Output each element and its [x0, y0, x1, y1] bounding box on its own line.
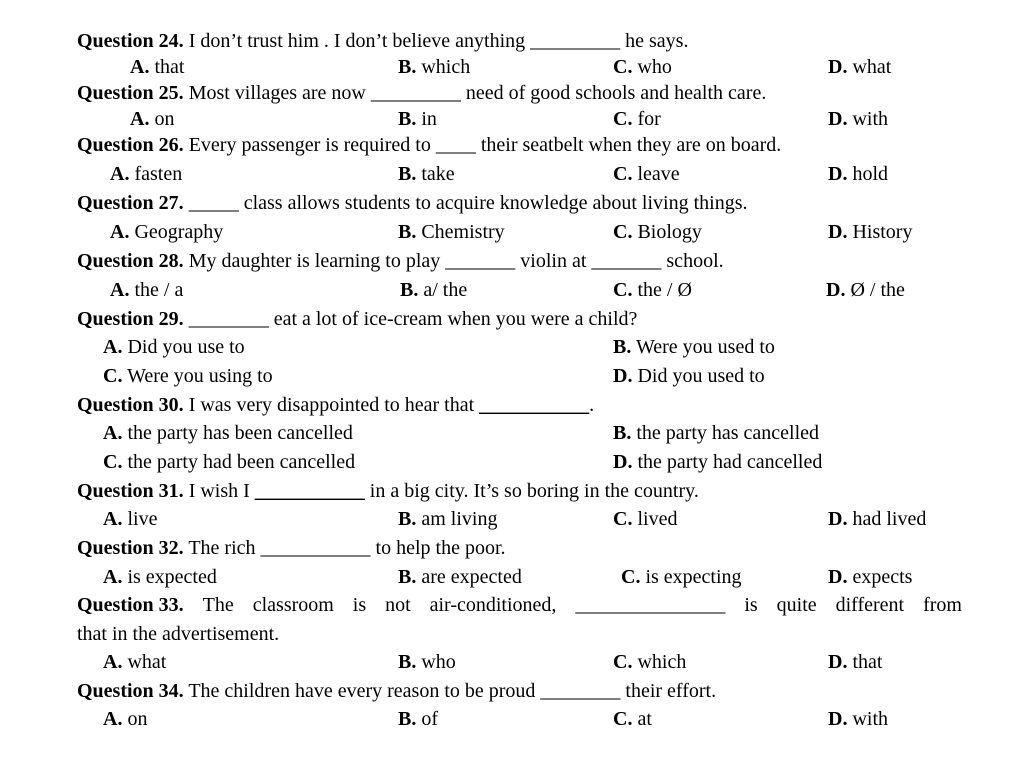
question-label: Question 33. — [77, 594, 184, 616]
option-text: is expecting — [645, 566, 742, 588]
question-label: Question 32. — [77, 537, 184, 559]
option-letter: D. — [828, 163, 848, 185]
option-letter: A. — [110, 279, 130, 301]
question-text: I don’t trust him . I don’t believe anything _________ he says. — [188, 30, 689, 52]
q30-option-d[interactable] — [613, 450, 822, 474]
option-letter: B. — [398, 566, 417, 588]
question-label: Question 28. — [77, 250, 184, 272]
option-letter: B. — [398, 108, 417, 130]
q28-option-b[interactable] — [400, 278, 467, 302]
q33-option-b[interactable] — [398, 650, 456, 674]
option-letter: B. — [398, 221, 417, 243]
option-text: which — [637, 651, 687, 673]
question-label: Question 27. — [77, 192, 184, 214]
option-text: a/ the — [423, 279, 468, 301]
option-text: are expected — [421, 566, 522, 588]
q33-option-c[interactable] — [613, 650, 686, 674]
question-text: I was very disappointed to hear that — [188, 394, 480, 416]
question-text: Most villages are now _________ need of good schools and health care. — [188, 82, 767, 104]
option-letter: A. — [103, 651, 123, 673]
option-text: who — [637, 56, 672, 78]
stem-word: classroom — [252, 594, 334, 616]
option-text: the / Ø — [637, 279, 692, 301]
option-letter: C. — [613, 508, 633, 530]
option-letter: B. — [398, 508, 417, 530]
q26-option-b[interactable] — [398, 162, 455, 186]
q29-option-b[interactable] — [613, 335, 775, 359]
option-text: History — [852, 221, 913, 243]
q30-option-a[interactable] — [103, 421, 353, 445]
option-text: am living — [421, 508, 498, 530]
question-30-stem — [77, 393, 594, 417]
option-text: fasten — [134, 163, 183, 185]
option-letter: B. — [398, 651, 417, 673]
q31-option-b[interactable] — [398, 507, 497, 531]
q32-option-b[interactable] — [398, 565, 522, 589]
q24-option-d[interactable] — [828, 55, 891, 79]
question-34-stem — [77, 679, 716, 703]
q28-option-a[interactable] — [110, 278, 183, 302]
option-letter: C. — [103, 451, 123, 473]
option-text: Geography — [134, 221, 224, 243]
option-letter: C. — [613, 651, 633, 673]
question-31-stem — [77, 479, 699, 503]
q29-option-d[interactable] — [613, 364, 765, 388]
stem-word: The — [202, 594, 234, 616]
q24-option-b[interactable] — [398, 55, 470, 79]
question-text: The children have every reason to be proud ________ their effort. — [188, 680, 717, 702]
question-label: Question 24. — [77, 30, 184, 52]
stem-word: from — [923, 594, 962, 616]
option-text: Were you used to — [635, 336, 775, 358]
option-letter: C. — [613, 708, 633, 730]
q29-option-a[interactable] — [103, 335, 245, 359]
stem-word: not — [385, 594, 411, 616]
option-letter: C. — [613, 221, 633, 243]
option-letter: A. — [103, 566, 123, 588]
option-text: Ø / the — [850, 279, 905, 301]
question-25-stem — [77, 81, 766, 105]
option-text: Biology — [637, 221, 702, 243]
q31-option-c[interactable] — [613, 507, 677, 531]
option-text: for — [637, 108, 661, 130]
q26-option-a[interactable] — [110, 162, 182, 186]
option-text: live — [127, 508, 158, 530]
answer-blank: ___________ — [254, 480, 365, 502]
q32-option-d[interactable] — [828, 565, 912, 589]
option-text: the party had cancelled — [637, 451, 823, 473]
q27-option-d[interactable] — [828, 220, 912, 244]
option-letter: C. — [613, 279, 633, 301]
option-text: Did you used to — [637, 365, 765, 387]
q24-option-c[interactable] — [613, 55, 672, 79]
option-letter: D. — [826, 279, 846, 301]
option-letter: D. — [613, 365, 633, 387]
option-text: with — [852, 108, 889, 130]
option-letter: A. — [103, 708, 123, 730]
question-label: Question 29. — [77, 308, 184, 330]
option-letter: A. — [103, 508, 123, 530]
q25-option-c[interactable] — [613, 107, 661, 131]
question-text: I wish I — [188, 480, 255, 502]
option-letter: D. — [828, 56, 848, 78]
option-letter: D. — [828, 108, 848, 130]
option-letter: A. — [110, 163, 130, 185]
option-letter: D. — [828, 221, 848, 243]
option-text: that — [154, 56, 185, 78]
stem-word: is — [744, 594, 758, 616]
option-letter: A. — [103, 336, 123, 358]
q31-option-d[interactable] — [828, 507, 926, 531]
option-letter: A. — [130, 56, 150, 78]
option-text: that — [852, 651, 883, 673]
question-label: Question 34. — [77, 680, 184, 702]
question-33-stem-continued: that in the advertisement. — [77, 623, 280, 645]
q33-option-a[interactable] — [103, 650, 166, 674]
q25-option-d[interactable] — [828, 107, 888, 131]
option-text: the party has cancelled — [636, 422, 820, 444]
option-letter: C. — [103, 365, 123, 387]
option-text: Were you using to — [127, 365, 273, 387]
question-label: Question 31. — [77, 480, 184, 502]
q34-option-c[interactable] — [613, 707, 652, 731]
question-26-stem — [77, 133, 781, 157]
q25-option-b[interactable] — [398, 107, 437, 131]
q34-option-a[interactable] — [103, 707, 147, 731]
q31-option-a[interactable] — [103, 507, 157, 531]
option-text: on — [154, 108, 175, 130]
question-33-stem — [77, 593, 962, 617]
q34-option-d[interactable] — [828, 707, 888, 731]
question-28-stem — [77, 249, 724, 273]
q26-option-c[interactable] — [613, 162, 680, 186]
question-text: ________ eat a lot of ice-cream when you were a child? — [188, 308, 638, 330]
option-text: Chemistry — [421, 221, 505, 243]
q32-option-c[interactable] — [621, 565, 742, 589]
q28-option-c[interactable] — [613, 278, 692, 302]
question-label: Question 30. — [77, 394, 184, 416]
option-letter: B. — [398, 56, 417, 78]
answer-blank: _______________ — [575, 594, 726, 616]
option-letter: B. — [400, 279, 419, 301]
q29-option-c[interactable] — [103, 364, 273, 388]
q32-option-a[interactable] — [103, 565, 217, 589]
option-letter: D. — [613, 451, 633, 473]
option-letter: C. — [613, 163, 633, 185]
option-letter: D. — [828, 566, 848, 588]
stem-word: is — [352, 594, 367, 616]
option-text: lived — [637, 508, 678, 530]
option-letter: A. — [130, 108, 150, 130]
q26-option-d[interactable] — [828, 162, 888, 186]
option-letter: C. — [613, 56, 633, 78]
option-text: take — [421, 163, 455, 185]
question-label: Question 25. — [77, 82, 184, 104]
option-text: which — [421, 56, 471, 78]
option-letter: C. — [621, 566, 641, 588]
option-text: had lived — [852, 508, 927, 530]
stem-word: air-conditioned, — [429, 594, 557, 616]
option-text: the party had been cancelled — [127, 451, 356, 473]
q34-option-b[interactable] — [398, 707, 438, 731]
option-text: of — [421, 708, 439, 730]
option-letter: B. — [613, 336, 632, 358]
question-text: Every passenger is required to ____ their seatbelt when they are on board. — [188, 134, 782, 156]
q27-option-b[interactable] — [398, 220, 505, 244]
option-text: on — [127, 708, 148, 730]
option-text: what — [127, 651, 167, 673]
option-text: who — [421, 651, 456, 673]
question-text: The rich ___________ to help the poor. — [188, 537, 506, 559]
option-text: hold — [852, 163, 889, 185]
option-text: is expected — [127, 566, 217, 588]
answer-blank: ___________ — [479, 394, 590, 416]
option-text: the / a — [134, 279, 184, 301]
question-text-end: . — [589, 394, 595, 416]
option-text: in — [421, 108, 437, 130]
option-text: Did you use to — [127, 336, 245, 358]
option-letter: B. — [613, 422, 632, 444]
question-32-stem — [77, 536, 506, 560]
question-24-stem — [77, 29, 688, 53]
option-letter: A. — [110, 221, 130, 243]
option-letter: B. — [398, 163, 417, 185]
q27-option-a[interactable] — [110, 220, 223, 244]
question-29-stem — [77, 307, 637, 331]
q25-option-a[interactable] — [130, 107, 174, 131]
option-text: expects — [852, 566, 913, 588]
q30-option-b[interactable] — [613, 421, 819, 445]
option-letter: D. — [828, 651, 848, 673]
question-text: My daughter is learning to play _______ violin at _______ school. — [188, 250, 724, 272]
option-text: with — [852, 708, 889, 730]
question-text: _____ class allows students to acquire knowledge about living things. — [188, 192, 748, 214]
option-letter: D. — [828, 508, 848, 530]
option-text: what — [852, 56, 892, 78]
q30-option-c[interactable] — [103, 450, 355, 474]
q33-option-d[interactable] — [828, 650, 882, 674]
option-text: leave — [637, 163, 680, 185]
question-27-stem — [77, 191, 748, 215]
question-text-end: in a big city. It’s so boring in the country. — [364, 480, 699, 502]
stem-word: quite — [776, 594, 817, 616]
option-letter: A. — [103, 422, 123, 444]
q28-option-d[interactable] — [826, 278, 905, 302]
stem-word: different — [835, 594, 905, 616]
option-letter: B. — [398, 708, 417, 730]
question-label: Question 26. — [77, 134, 184, 156]
option-text: the party has been cancelled — [127, 422, 353, 444]
q24-option-a[interactable] — [130, 55, 184, 79]
q27-option-c[interactable] — [613, 220, 702, 244]
option-letter: D. — [828, 708, 848, 730]
option-letter: C. — [613, 108, 633, 130]
option-text: at — [637, 708, 652, 730]
